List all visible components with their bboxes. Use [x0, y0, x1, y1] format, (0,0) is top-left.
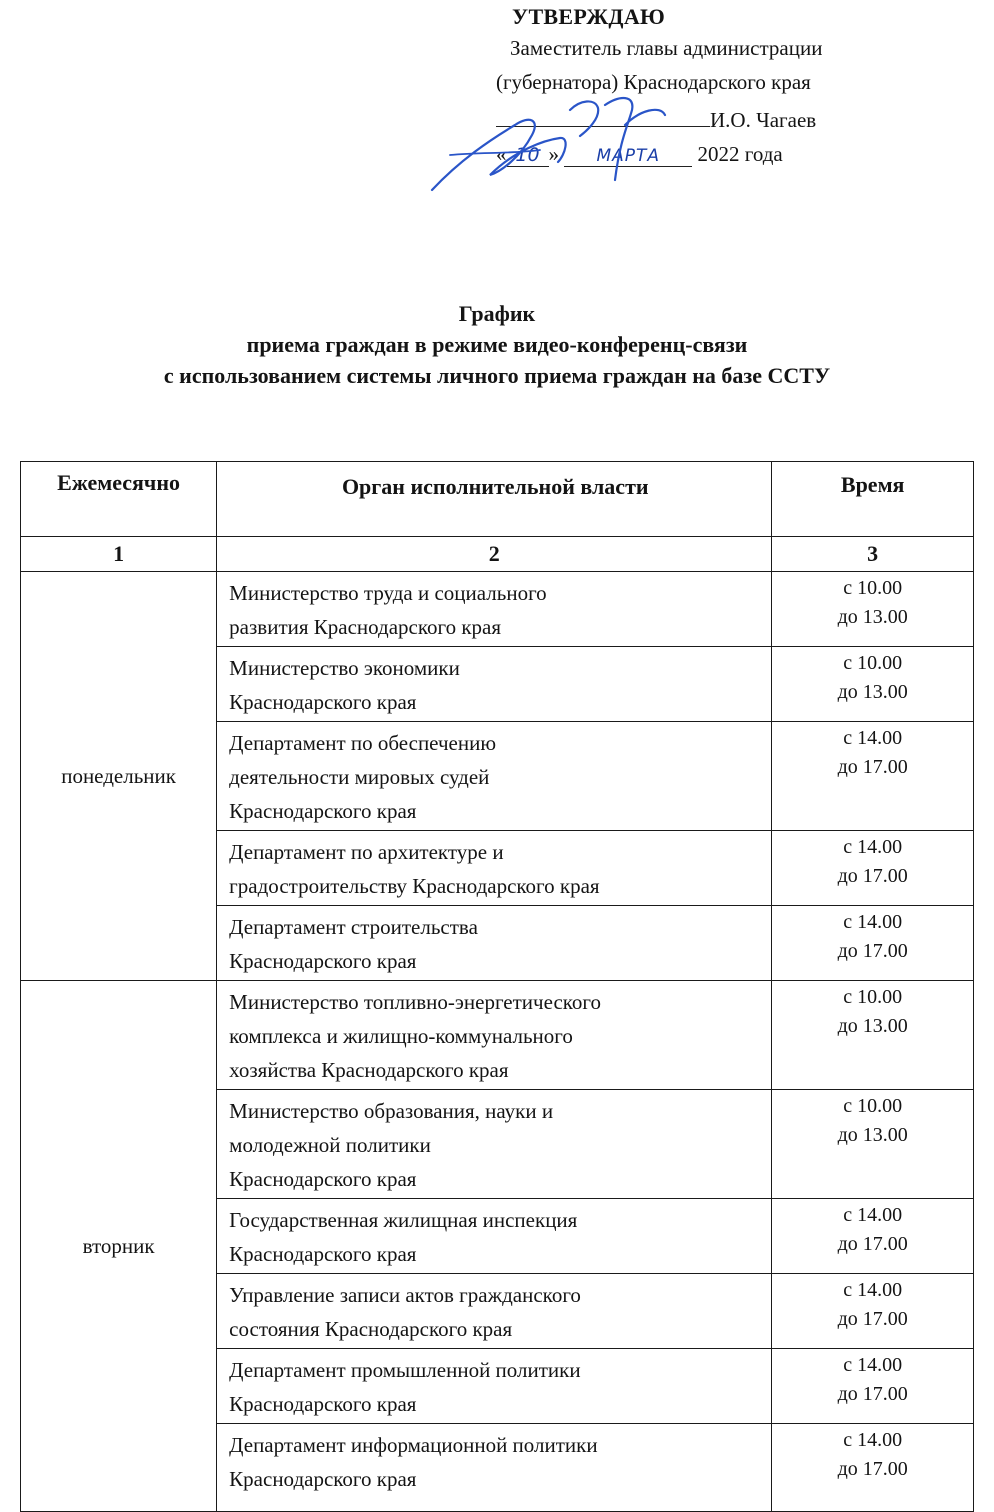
- time-from: с 14.00: [843, 836, 903, 858]
- header-authority: Орган исполнительной власти: [217, 462, 772, 537]
- time-to: до 17.00: [837, 756, 908, 778]
- authority-line: Департамент информационной политики: [229, 1433, 598, 1457]
- time-cell: [772, 1090, 974, 1199]
- authority-line: Департамент промышленной политики: [229, 1358, 581, 1382]
- header-frequency: Ежемесячно: [21, 462, 217, 537]
- time-to: до 13.00: [837, 681, 908, 703]
- date-close-quote: »: [548, 142, 559, 166]
- authority-line: Краснодарского края: [229, 1167, 417, 1191]
- authority-line: Краснодарского края: [229, 949, 417, 973]
- approval-position-line1: Заместитель главы администрации: [510, 36, 823, 60]
- time-cell: [772, 906, 974, 981]
- time-cell: [772, 1424, 974, 1512]
- authority-line: Управление записи актов гражданского: [229, 1283, 581, 1307]
- time-from: с 10.00: [843, 986, 903, 1008]
- authority-line: Департамент по архитектуре и: [229, 840, 504, 864]
- authority-line: Министерство топливно-энергетического: [229, 990, 601, 1014]
- authority-line: Министерство экономики: [229, 656, 460, 680]
- time-from: с 14.00: [843, 1429, 903, 1451]
- date-month: МАРТА: [564, 146, 692, 167]
- time-from: с 14.00: [843, 1279, 903, 1301]
- day-tuesday: вторник: [21, 981, 217, 1512]
- time-to: до 17.00: [837, 940, 908, 962]
- authority-cell: [217, 906, 772, 981]
- authority-line: деятельности мировых судей: [229, 765, 490, 789]
- time-to: до 17.00: [837, 1308, 908, 1330]
- handwritten-signature: [420, 80, 700, 210]
- authority-line: Краснодарского края: [229, 1467, 417, 1491]
- day-monday: понедельник: [21, 572, 217, 981]
- table-number-row: [21, 537, 974, 572]
- date-day: 10: [507, 144, 549, 167]
- authority-cell: [217, 1349, 772, 1424]
- signature-stroke-main: [432, 98, 665, 190]
- document-heading: [0, 298, 994, 391]
- time-from: с 14.00: [843, 727, 903, 749]
- column-number-2: 2: [217, 537, 772, 572]
- heading-line1: График: [458, 301, 536, 326]
- time-from: с 14.00: [843, 1204, 903, 1226]
- table-row: [21, 981, 974, 1090]
- time-cell: [772, 981, 974, 1090]
- time-cell: [772, 1349, 974, 1424]
- time-from: с 10.00: [843, 652, 903, 674]
- schedule-table: [20, 461, 974, 1512]
- time-from: с 14.00: [843, 911, 903, 933]
- authority-line: комплекса и жилищно-коммунального: [229, 1024, 573, 1048]
- authority-line: Краснодарского края: [229, 690, 417, 714]
- authority-cell: [217, 1274, 772, 1349]
- signature-stroke-underline: [450, 150, 540, 155]
- column-number-3: 3: [772, 537, 974, 572]
- authority-line: Краснодарского края: [229, 799, 417, 823]
- time-to: до 17.00: [837, 1383, 908, 1405]
- date-open-quote: «: [496, 142, 507, 166]
- authority-cell: [217, 1199, 772, 1274]
- time-to: до 17.00: [837, 865, 908, 887]
- approval-title: УТВЕРЖДАЮ: [512, 4, 666, 29]
- time-to: до 13.00: [837, 606, 908, 628]
- approval-position-line2: (губернатора) Краснодарского края: [496, 70, 811, 94]
- authority-line: развития Краснодарского края: [229, 615, 502, 639]
- authority-line: Министерство труда и социального: [229, 581, 547, 605]
- authority-line: градостроительству Краснодарского края: [229, 874, 600, 898]
- authority-line: Министерство образования, науки и: [229, 1099, 554, 1123]
- authority-cell: [217, 572, 772, 647]
- authority-cell: [217, 647, 772, 722]
- approver-name: И.О. Чагаев: [710, 108, 817, 132]
- time-cell: [772, 1199, 974, 1274]
- authority-cell: [217, 981, 772, 1090]
- authority-line: Государственная жилищная инспекция: [229, 1208, 578, 1232]
- authority-cell: [217, 722, 772, 831]
- heading-line3: с использованием системы личного приема граждан на базе ССТУ: [163, 363, 831, 388]
- authority-line: Департамент по обеспечению: [229, 731, 497, 755]
- table-header-row: [21, 462, 974, 537]
- time-cell: [772, 572, 974, 647]
- time-from: с 14.00: [843, 1354, 903, 1376]
- time-to: до 17.00: [837, 1233, 908, 1255]
- authority-cell: [217, 831, 772, 906]
- time-cell: [772, 1274, 974, 1349]
- authority-line: состояния Краснодарского края: [229, 1317, 513, 1341]
- time-from: с 10.00: [843, 1095, 903, 1117]
- time-to: до 13.00: [837, 1015, 908, 1037]
- authority-line: Краснодарского края: [229, 1242, 417, 1266]
- time-cell: [772, 647, 974, 722]
- authority-line: Краснодарского края: [229, 1392, 417, 1416]
- authority-line: Департамент строительства: [229, 915, 478, 939]
- time-cell: [772, 831, 974, 906]
- date-year: 2022 года: [697, 142, 783, 166]
- authority-line: молодежной политики: [229, 1133, 431, 1157]
- time-from: с 10.00: [843, 577, 903, 599]
- header-time: Время: [772, 462, 974, 537]
- time-cell: [772, 722, 974, 831]
- time-to: до 13.00: [837, 1124, 908, 1146]
- authority-line: хозяйства Краснодарского края: [229, 1058, 509, 1082]
- heading-line2: приема граждан в режиме видео-конференц-связи: [246, 332, 748, 357]
- authority-cell: [217, 1090, 772, 1199]
- column-number-1: 1: [21, 537, 217, 572]
- authority-cell: [217, 1424, 772, 1512]
- time-to: до 17.00: [837, 1458, 908, 1480]
- table-row: [21, 572, 974, 647]
